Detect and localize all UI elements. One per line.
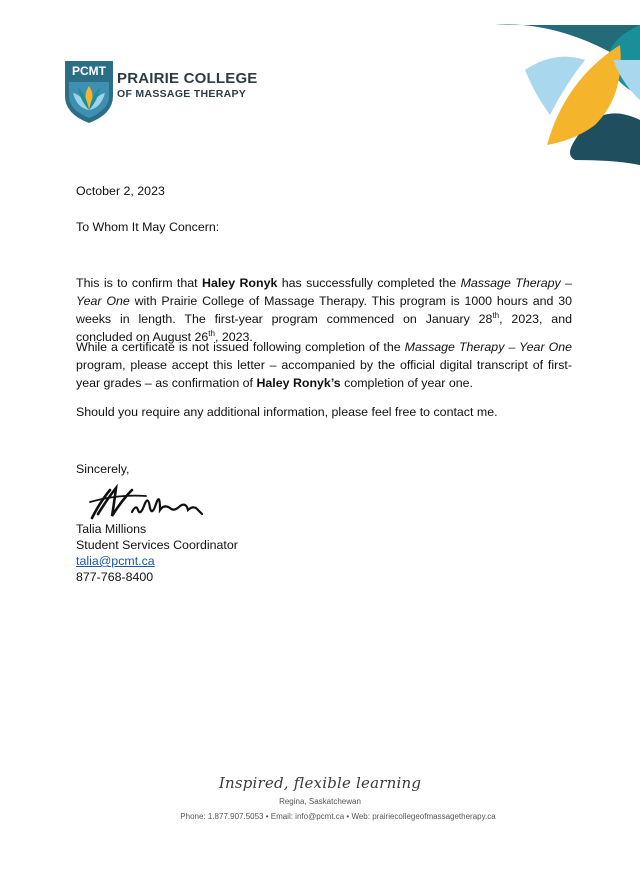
footer-city: Regina, Saskatchewan: [279, 797, 361, 806]
logo-badge-text: PCMT: [72, 64, 106, 78]
letter-salutation: To Whom It May Concern:: [76, 220, 220, 234]
signer-email-link[interactable]: talia@pcmt.ca: [76, 554, 155, 568]
college-name: [117, 70, 258, 101]
student-name-possessive: Haley Ronyk’s: [256, 376, 341, 390]
signer-title: Student Services Coordinator: [76, 538, 238, 552]
footer-contact: Phone: 1.877.907.5053 • Email: info@pcmt.ca • Web: prairiecollegeofmassagetherapy.ca: [180, 812, 496, 821]
student-name: Haley Ronyk: [202, 276, 278, 290]
college-name-line2: OF MASSAGE THERAPY: [117, 88, 247, 100]
lotus-shield-icon: [64, 60, 114, 124]
paragraph-confirmation: This is to confirm that Haley Ronyk has successfully completed the Massage Therapy – Year One with Prairie College of Massage Therapy. This program is 1000 hours and 30 weeks in length. The first-year program commenced on January 28th, 2023, and concluded on August 26th, 2023.: [76, 276, 572, 344]
college-name-line1: PRAIRIE COLLEGE: [117, 70, 258, 87]
college-logo: [64, 60, 114, 129]
corner-petal-decoration: [495, 0, 640, 165]
handwritten-signature: [88, 484, 208, 524]
signer-block: [76, 521, 238, 585]
letter-closing: Sincerely,: [76, 462, 130, 476]
letter-date: October 2, 2023: [76, 184, 165, 198]
program-name: Massage Therapy – Year One: [76, 276, 572, 308]
paragraph-contact: Should you require any additional information, please feel free to contact me.: [76, 405, 498, 419]
paragraph-certificate: While a certificate is not issued following completion of the Massage Therapy – Year One program, please accept this letter – accompanied by the official digital transcript of first-year grades – as confirmation of Haley Ronyk’s completion of year one.: [76, 340, 572, 390]
footer-tagline: Inspired, flexible learning: [218, 774, 422, 792]
signer-phone: 877-768-8400: [76, 570, 154, 584]
signer-name: Talia Millions: [76, 522, 147, 536]
program-name: Massage Therapy – Year One: [404, 340, 572, 354]
